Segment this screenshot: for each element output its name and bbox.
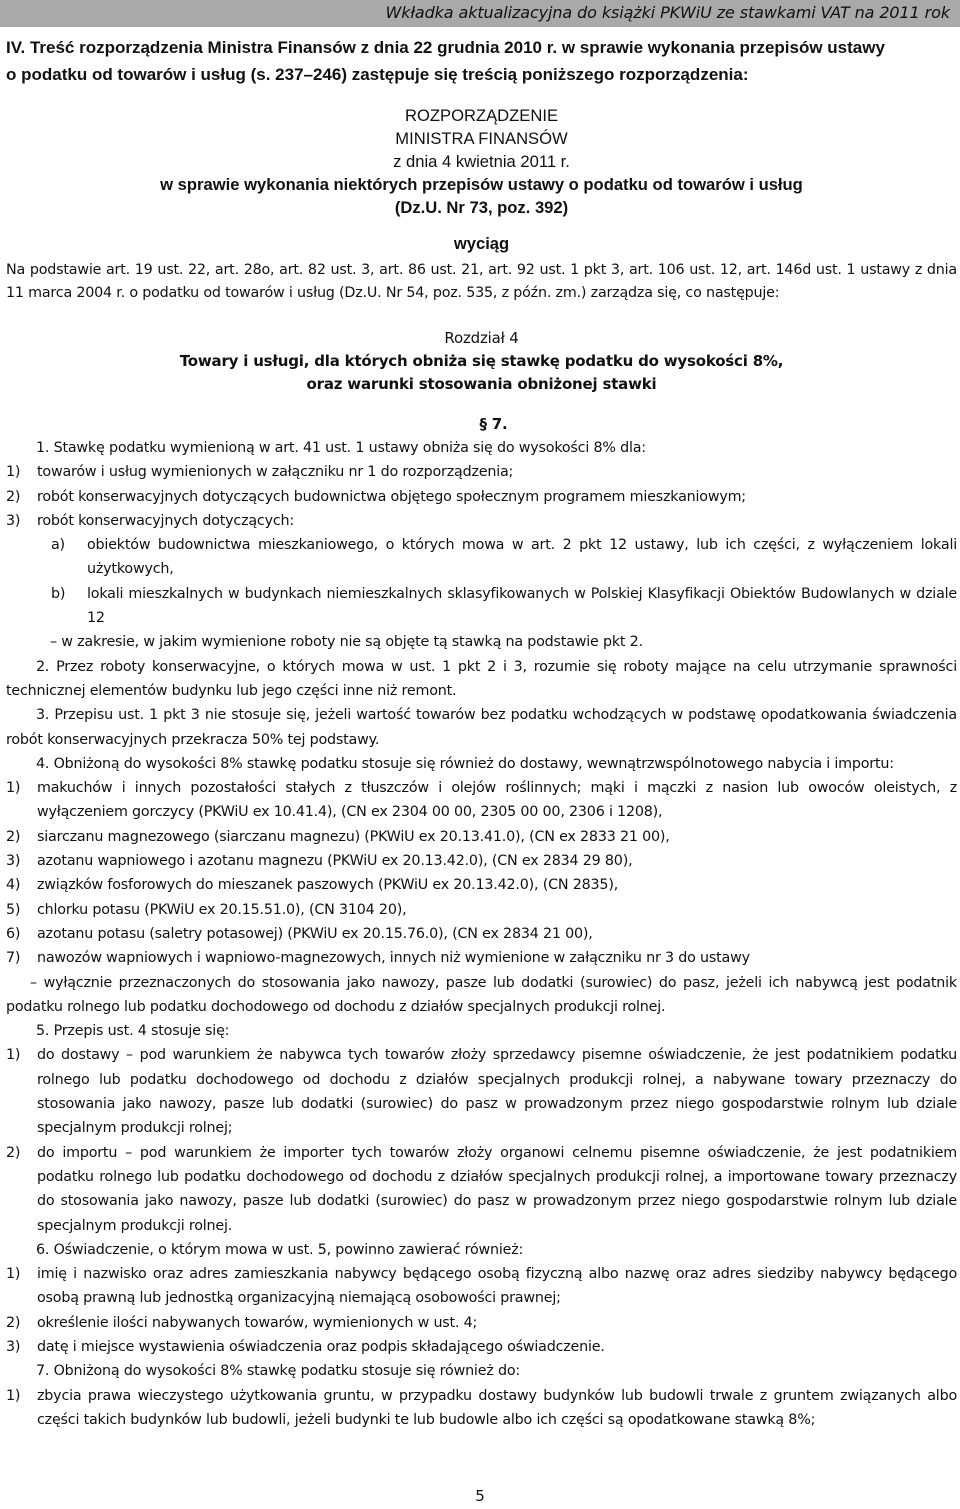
legal-basis: Na podstawie art. 19 ust. 22, art. 28o, art. 82 ust. 3, art. 86 ust. 21, art. 92 ust. 1 pkt 3, art. 106 ust. 12, art. 146d ust. 1 ustawy z dnia 11 marca 2004 r. o podatku od towarów i usług (Dz.U. Nr 54, poz. 535, z późn. zm.) zarządza się, co następuje:: [6, 262, 957, 301]
chapter-title-line-1: Towary i usługi, dla których obniża się stawkę podatku do wysokości 8%,: [179, 352, 784, 370]
list-item-number: b): [51, 585, 66, 602]
paragraph-1-dash: – w zakresie, w jakim wymienione roboty nie są objęte tą stawką na podstawie pkt 2.: [50, 634, 643, 651]
intro-line-1: IV. Treść rozporządzenia Ministra Finansów z dnia 22 grudnia 2010 r. w sprawie wykonania przepisów ustawy: [6, 38, 885, 57]
list-item-text: makuchów i innych pozostałości stałych z tłuszczów i olejów roślinnych; mąki i mączki z nasion lub owoców oleistych, z wyłączeniem gorczycy (PKWiU ex 10.41.4), (CN ex 2304 00 00, 2305 00 00, 2306 i 1208),: [37, 780, 957, 821]
list-item: [6, 873, 957, 897]
paragraph-1: 1. Stawkę podatku wymienioną w art. 41 ust. 1 ustawy obniża się do wysokości 8% dla:: [36, 440, 646, 456]
list-item-text: siarczanu magnezowego (siarczanu magnezu) (PKWiU ex 20.13.41.0), (CN ex 2833 21 00),: [37, 828, 670, 845]
list-item-text: datę i miejsce wystawienia oświadczenia oraz podpis składającego oświadczenie.: [37, 1338, 605, 1355]
list-item-text: zbycia prawa wieczystego użytkowania gruntu, w przypadku dostawy budynków lub budowli trwale z gruntem związanych albo części takich budynków lub budowli, jeżeli budynki te lub budowle albo ich części są opodatkowane stawką 8%;: [37, 1387, 957, 1428]
list-item-number: 1): [6, 1047, 21, 1064]
paragraph-5-list: [6, 1043, 957, 1237]
list-item: [6, 1384, 957, 1433]
intro-heading: [6, 34, 957, 88]
list-item: [6, 1141, 957, 1238]
list-item-number: 5): [6, 901, 21, 918]
page-content: [6, 34, 957, 1432]
list-item-number: 1): [6, 464, 21, 481]
list-item-number: 3): [6, 853, 21, 870]
list-item-number: 2): [6, 1314, 21, 1331]
regulation-subject: w sprawie wykonania niektórych przepisów ustawy o podatku od towarów i usług: [160, 175, 803, 194]
list-item-text: towarów i usług wymienionych w załączniku nr 1 do rozporządzenia;: [37, 464, 514, 481]
list-item-text: lokali mieszkalnych w budynkach niemieszkalnych sklasyfikowanych w Polskiej Klasyfikacji Obiektów Budowlanych w dziale 12: [87, 585, 957, 627]
list-item-text: chlorku potasu (PKWiU ex 20.15.51.0), (CN 3104 20),: [37, 901, 407, 918]
paragraph-1-sublist: [6, 533, 957, 630]
regulation-source: (Dz.U. Nr 73, poz. 392): [394, 198, 569, 217]
regulation-date: z dnia 4 kwietnia 2011 r.: [393, 152, 570, 171]
paragraph-4-list: [6, 776, 957, 970]
paragraph-5: 5. Przepis ust. 4 stosuje się:: [36, 1023, 230, 1040]
list-item-number: 1): [6, 1266, 21, 1283]
list-item-text: związków fosforowych do mieszanek paszowych (PKWiU ex 20.13.42.0), (CN 2835),: [37, 877, 619, 894]
paragraph-6: 6. Oświadczenie, o którym mowa w ust. 5, powinno zawierać również:: [36, 1241, 524, 1258]
list-item-number: 6): [6, 925, 21, 942]
list-item: [6, 922, 957, 946]
chapter-title-line-2: oraz warunki stosowania obniżonej stawki: [306, 375, 657, 393]
paragraph-4-dash: – wyłącznie przeznaczonych do stosowania jako nawozy, pasze lub dodatki (surowiec) do pasz, jeżeli ich nabywcą jest podatnik podatku rolnego lub podatku dochodowego od dochodu z działów specjalnych produkcji rolnej.: [6, 974, 957, 1015]
section-number: § 7.: [479, 415, 508, 433]
extract-label: wyciąg: [453, 234, 510, 253]
list-item-text: azotanu wapniowego i azotanu magnezu (PKWiU ex 20.13.42.0), (CN ex 2834 29 80),: [37, 853, 633, 870]
paragraph-3: 3. Przepisu ust. 1 pkt 3 nie stosuje się, jeżeli wartość towarów bez podatku wchodzących w podstawę opodatkowania świadczenia robót konserwacyjnych przekracza 50% tej podstawy.: [6, 707, 957, 748]
list-item-number: 1): [6, 1387, 21, 1404]
list-item-text: określenie ilości nabywanych towarów, wymienionych w ust. 4;: [37, 1314, 478, 1331]
list-item-number: 7): [6, 950, 21, 967]
paragraph-4: 4. Obniżoną do wysokości 8% stawkę podatku stosuje się również do dostawy, wewnątrzwspólnotowego nabycia i importu:: [36, 755, 894, 772]
list-item-number: 2): [6, 488, 21, 505]
paragraph-7: 7. Obniżoną do wysokości 8% stawkę podatku stosuje się również do:: [36, 1363, 520, 1380]
list-item: [6, 946, 957, 970]
list-item: [6, 485, 957, 509]
list-item: [6, 1335, 957, 1359]
chapter-number: Rozdział 4: [444, 329, 519, 347]
list-item: [6, 1311, 957, 1335]
running-header: Wkładka aktualizacyjna do książki PKWiU ze stawkami VAT na 2011 rok: [0, 0, 960, 27]
intro-line-2: o podatku od towarów i usług (s. 237–246) zastępuje się treścią poniższego rozporządzenia:: [6, 65, 749, 84]
list-item-text: robót konserwacyjnych dotyczących:: [37, 512, 294, 529]
regulation-heading: [6, 104, 957, 219]
paragraph-6-list: [6, 1262, 957, 1359]
list-item: [6, 1043, 957, 1140]
list-item-text: do dostawy – pod warunkiem że nabywca tych towarów złoży sprzedawcy pisemne oświadczenie, że jest podatnikiem podatku rolnego lub podatku dochodowego od dochodu z działów specjalnych produkcji rolnej, a nabywane towary przeznaczy do stosowania jako nawozy, pasze lub dodatki (surowiec) do pasz w prowadzonym przez niego gospodarstwie rolnym lub dziale specjalnym produkcji rolnej;: [37, 1047, 957, 1137]
list-item-text: nawozów wapniowych i wapniowo-magnezowych, innych niż wymienione w załączniku nr 3 do ustawy: [37, 950, 750, 967]
list-item-text: obiektów budownictwa mieszkaniowego, o których mowa w art. 2 pkt 12 ustawy, lub ich części, z wyłączeniem lokali użytkowych,: [87, 537, 957, 578]
list-item-text: robót konserwacyjnych dotyczących budownictwa objętego społecznym programem mieszkaniowym;: [37, 488, 746, 505]
list-item: [6, 533, 957, 582]
list-item-number: a): [51, 537, 65, 554]
list-item-text: imię i nazwisko oraz adres zamieszkania nabywcy będącego osobą fizyczną albo nazwę oraz adres siedziby nabywcy będącego osobą prawną lub jednostką organizacyjną niemającą osobowości prawnej;: [37, 1266, 957, 1307]
list-item-number: 3): [6, 512, 21, 529]
paragraph-1-list: [6, 460, 957, 533]
list-item-number: 3): [6, 1338, 21, 1355]
list-item: [6, 582, 957, 631]
list-item-number: 1): [6, 780, 21, 797]
paragraph-2: 2. Przez roboty konserwacyjne, o których mowa w ust. 1 pkt 2 i 3, rozumie się roboty mające na celu utrzymanie sprawności technicznej elementów budynku lub jego części inne niż remont.: [6, 658, 957, 699]
list-item: [6, 825, 957, 849]
chapter-heading: [6, 327, 957, 396]
list-item-number: 2): [6, 828, 21, 845]
list-item: [6, 1262, 957, 1311]
list-item: [6, 776, 957, 825]
list-item-number: 4): [6, 877, 21, 894]
regulation-type: ROZPORZĄDZENIE: [404, 106, 559, 125]
regulation-issuer: MINISTRA FINANSÓW: [395, 129, 568, 148]
list-item-text: do importu – pod warunkiem że importer tych towarów złoży organowi celnemu pisemne oświadczenie, że jest podatnikiem podatku rolnego lub podatku dochodowego od dochodu z działów specjalnych produkcji rolnej, a importowane towary przeznaczy do stosowania jako nawozy, pasze lub dodatki (surowiec) do pasz w prowadzonym przez niego gospodarstwie rolnym lub dziale specjalnym produkcji rolnej.: [37, 1144, 957, 1234]
page-number: 5: [475, 1487, 485, 1505]
list-item-number: 2): [6, 1144, 21, 1161]
list-item: [6, 898, 957, 922]
list-item-text: azotanu potasu (saletry potasowej) (PKWiU ex 20.15.76.0), (CN ex 2834 21 00),: [37, 925, 593, 942]
list-item: [6, 460, 957, 484]
paragraph-7-list: [6, 1384, 957, 1433]
list-item: [6, 509, 957, 533]
list-item: [6, 849, 957, 873]
